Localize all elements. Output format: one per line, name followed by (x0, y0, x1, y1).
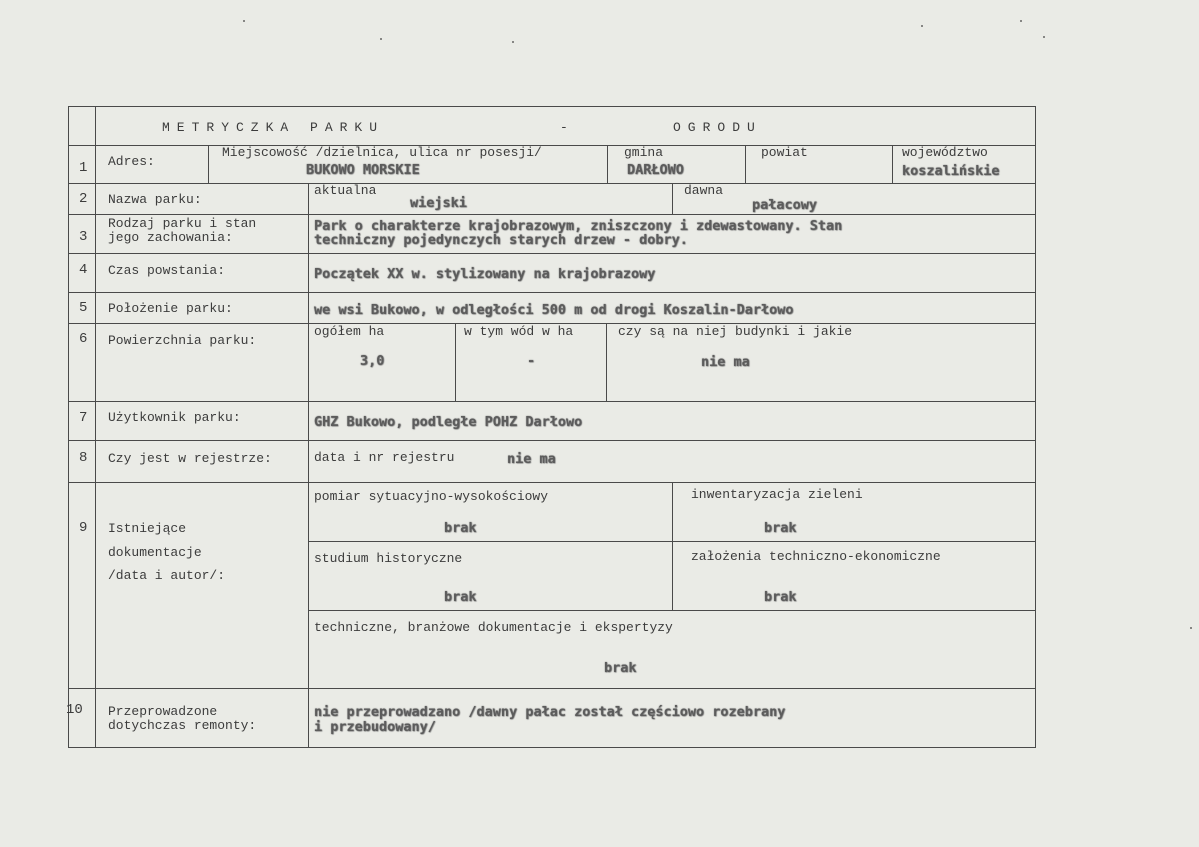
row-divider (68, 214, 1036, 215)
cell-divider-horizontal (308, 610, 1036, 611)
documentation-label-line1: Istniejące (108, 521, 187, 536)
cell-divider (892, 145, 893, 183)
row-divider (68, 440, 1036, 441)
row-divider (68, 688, 1036, 689)
row-number: 8 (79, 450, 88, 466)
park-user-value: GHZ Bukowo, podległe POHZ Darłowo (314, 414, 583, 430)
renovations-label-line1: Przeprowadzone (108, 704, 218, 719)
survey-value: brak (444, 520, 477, 536)
paper-speck (1043, 36, 1045, 38)
row-number: 7 (79, 410, 88, 426)
current-name-caption: aktualna (314, 183, 377, 198)
water-area-caption: w tym wód w ha (464, 324, 574, 339)
paper-speck (380, 38, 382, 40)
row-number: 5 (79, 300, 88, 316)
cell-divider (308, 440, 309, 482)
row-number: 1 (79, 160, 88, 176)
row-divider (68, 401, 1036, 402)
area-label: Powierzchnia parku: (108, 333, 257, 348)
park-user-label: Użytkownik parku: (108, 410, 241, 425)
commune-value: DARŁOWO (627, 162, 684, 178)
technical-economic-caption: założenia techniczno-ekonomiczne (691, 549, 941, 564)
header-divider (68, 145, 1036, 146)
park-type-label-line1: Rodzaj parku i stan (108, 216, 257, 231)
location-value: we wsi Bukowo, w odległości 500 m od drogi Koszalin-Darłowo (314, 302, 794, 318)
row-number: 9 (79, 520, 88, 536)
form-title-left: METRYCZKA PARKU (162, 120, 385, 135)
cell-divider (308, 292, 309, 323)
cell-divider (607, 145, 608, 183)
cell-divider (672, 183, 673, 214)
cell-divider (208, 145, 209, 183)
registry-caption: data i nr rejestru (314, 450, 455, 465)
greenery-inventory-value: brak (764, 520, 797, 536)
cell-divider (308, 214, 309, 253)
number-column-divider (95, 106, 96, 748)
voivodeship-value: koszalińskie (902, 163, 1000, 179)
locality-value: BUKOWO MORSKIE (306, 162, 420, 178)
location-label: Położenie parku: (108, 301, 233, 316)
paper-speck (921, 25, 923, 27)
paper-speck (1020, 20, 1022, 22)
row-divider (68, 183, 1036, 184)
former-name-value: pałacowy (752, 197, 818, 213)
historical-study-value: brak (444, 589, 477, 605)
total-area-value: 3,0 (360, 353, 385, 369)
park-type-value-line1: Park o charakterze krajobrazowym, zniszczony i zdewastowany. Stan (314, 218, 843, 234)
greenery-inventory-caption: inwentaryzacja zieleni (691, 487, 863, 502)
paper-speck (512, 41, 514, 43)
renovations-label-line2: dotychczas remonty: (108, 718, 257, 733)
creation-time-value: Początek XX w. stylizowany na krajobrazowy (314, 266, 656, 282)
water-area-value: - (527, 353, 536, 369)
documentation-label-line2: dokumentacje (108, 545, 202, 560)
row-divider (68, 482, 1036, 483)
park-type-value-line2: techniczny pojedynczych starych drzew - dobry. (314, 232, 688, 248)
renovations-value-line2: i przebudowany/ (314, 719, 436, 735)
park-type-label-line2: jego zachowania: (108, 230, 233, 245)
cell-divider (308, 183, 309, 214)
address-label: Adres: (108, 154, 155, 169)
row-divider (68, 253, 1036, 254)
technical-economic-value: brak (764, 589, 797, 605)
technical-docs-value: brak (604, 660, 637, 676)
buildings-caption: czy są na niej budynki i jakie (618, 324, 853, 339)
cell-divider (308, 401, 309, 440)
locality-caption: Miejscowość /dzielnica, ulica nr posesji/ (222, 145, 542, 160)
cell-divider (745, 145, 746, 183)
voivodeship-caption: województwo (902, 145, 988, 160)
total-area-caption: ogółem ha (314, 324, 385, 339)
form-title-right: OGRODU (673, 120, 762, 135)
row-number: 4 (79, 262, 88, 278)
registry-label: Czy jest w rejestrze: (108, 451, 272, 466)
historical-study-caption: studium historyczne (314, 551, 463, 566)
row-number: 3 (79, 229, 88, 245)
form-title-dash: - (560, 120, 568, 135)
survey-caption: pomiar sytuacyjno-wysokościowy (314, 489, 549, 504)
paper-speck (1190, 627, 1192, 629)
row-number: 10 (66, 702, 83, 718)
documentation-label-line3: /data i autor/: (108, 568, 226, 583)
cell-divider (455, 323, 456, 401)
current-name-value: wiejski (410, 195, 467, 211)
commune-caption: gmina (624, 145, 664, 160)
cell-divider-horizontal (308, 541, 1036, 542)
paper-speck (243, 20, 245, 22)
creation-time-label: Czas powstania: (108, 263, 226, 278)
cell-divider (672, 482, 673, 610)
cell-divider (308, 688, 309, 748)
park-name-label: Nazwa parku: (108, 192, 202, 207)
county-caption: powiat (761, 145, 808, 160)
row-number: 6 (79, 331, 88, 347)
former-name-caption: dawna (684, 183, 724, 198)
cell-divider (308, 253, 309, 292)
cell-divider (308, 323, 309, 401)
cell-divider (606, 323, 607, 401)
registry-value: nie ma (507, 451, 556, 467)
renovations-value-line1: nie przeprowadzano /dawny pałac został częściowo rozebrany (314, 704, 786, 720)
row-number: 2 (79, 191, 88, 207)
technical-docs-caption: techniczne, branżowe dokumentacje i ekspertyzy (314, 620, 673, 635)
row-divider (68, 292, 1036, 293)
buildings-value: nie ma (701, 354, 750, 370)
cell-divider (308, 482, 309, 688)
